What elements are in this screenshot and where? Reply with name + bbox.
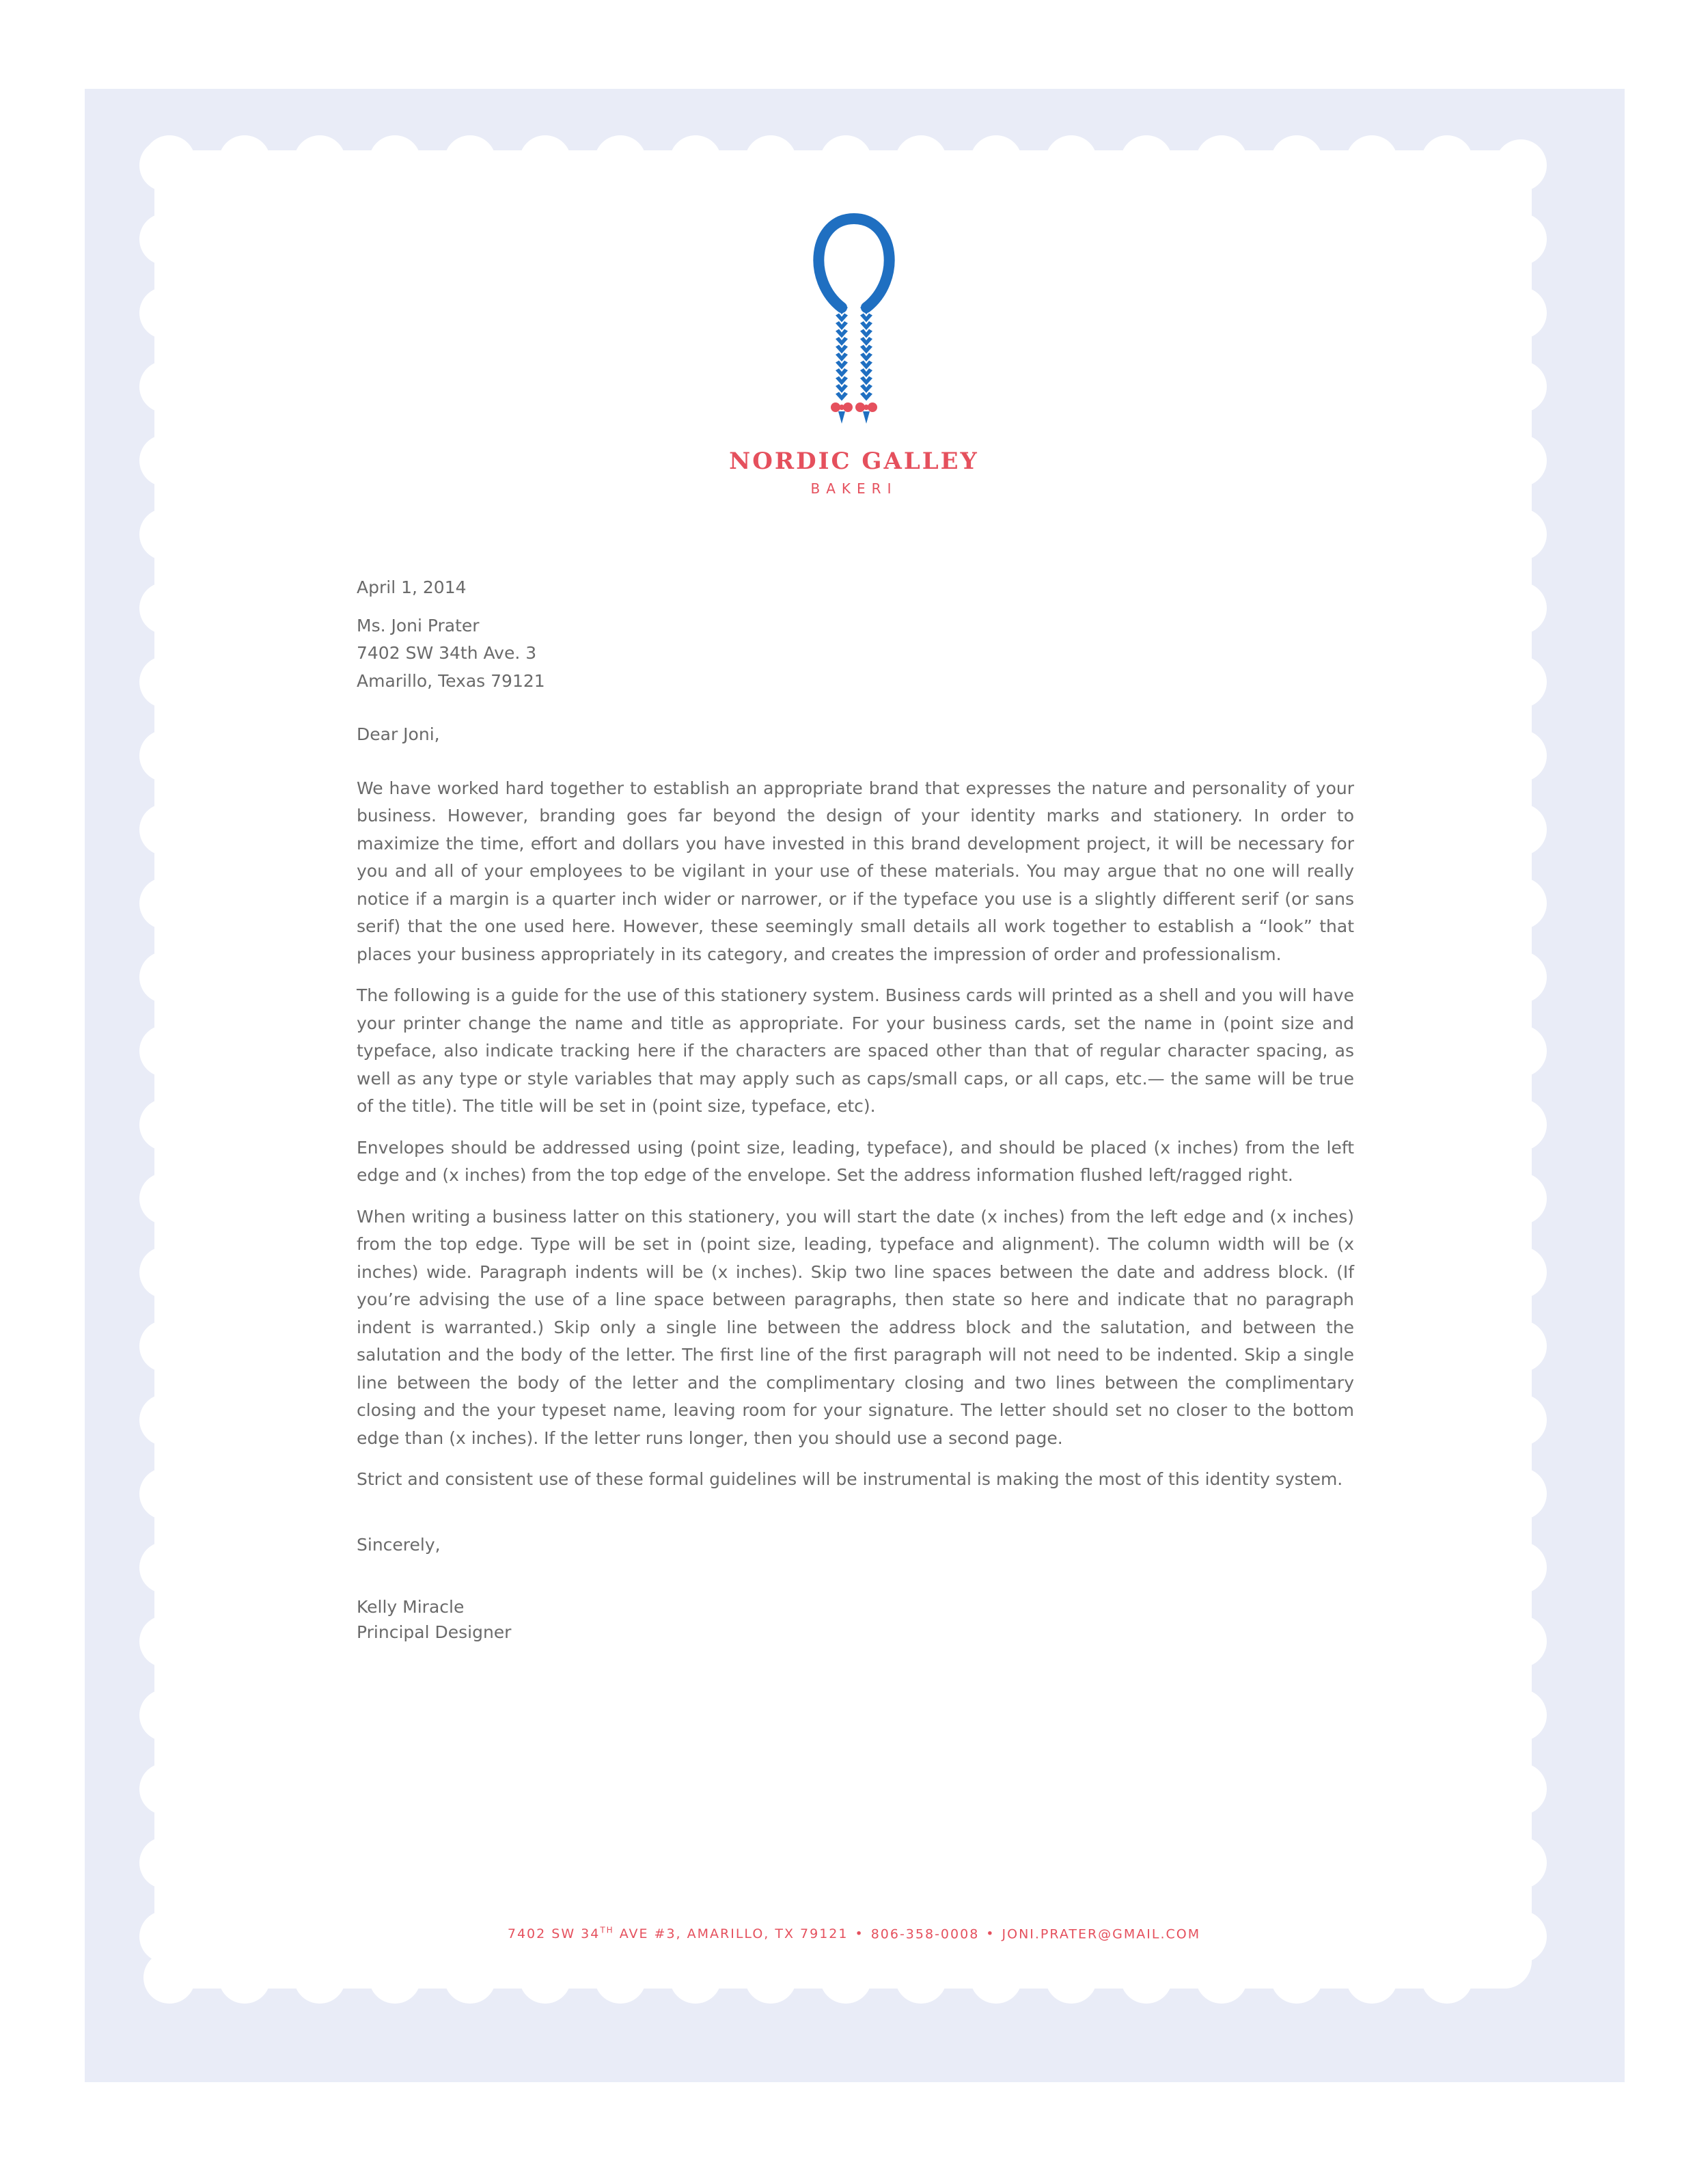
brand-name: NORDIC GALLEY: [729, 448, 979, 475]
footer-phone: 806-358-0008: [870, 1926, 980, 1942]
body-paragraph: When writing a business latter on this stationery, you will start the date (x inches) from the left edge and (x inches) from the top edge. Type will be set in (point size, leading, typeface and alignment). The column width will be (x inches) wide. Paragraph indents will be (x inches). Skip two line spaces between the date and address block. (If you’re advising the use of a line space between paragraphs, then state so here and indicate that no paragraph indent is warranted.) Skip only a single line between the address block and the salutation, and between the salutation and the body of the letter. The first line of the first paragraph will not need to be indented. Skip a single line between the body of the letter and the complimentary closing and two lines between the complimentary closing and the your typeset name, leaving room for your signature. The letter should set no closer to the bottom edge than (x inches). If the letter runs longer, then you should use a second page.: [357, 1206, 1354, 1448]
signer-name: Kelly Miracle: [357, 1597, 465, 1617]
recipient-address-block: [357, 612, 1354, 696]
footer-address: 7402 SW 34TH AVE #3, AMARILLO, TX 79121: [507, 1926, 849, 1942]
recipient-city: Amarillo, Texas 79121: [357, 670, 545, 691]
signer-title: Principal Designer: [357, 1622, 512, 1642]
body-paragraph: Envelopes should be addressed using (point size, leading, typeface), and should be placed (x inches) from the left edge and (x inches) from the top edge of the envelope. Set the address information flushed left/ragged right.: [357, 1137, 1354, 1185]
recipient-street: 7402 SW 34th Ave. 3: [357, 643, 537, 663]
footer-separator: •: [855, 1926, 864, 1942]
recipient-name: Ms. Joni Prater: [357, 615, 480, 636]
brand-subtitle: BAKERI: [810, 480, 898, 497]
body-paragraph: The following is a guide for the use of this stationery system. Business cards will printed as a shell and you will have your printer change the name and title as appropriate. For your business cards, set the name in (point size and typeface, also indicate tracking here if the characters are spaced other than that of regular character spacing, as well as any type or style variables that may apply such as caps/small caps, or all caps, etc.— the same will be true of the title). The title will be set in (point size, typeface, etc).: [357, 985, 1354, 1116]
footer-contact-line: [0, 1926, 1708, 1941]
letter-date: April 1, 2014: [357, 577, 467, 597]
salutation: Dear Joni,: [357, 724, 440, 744]
complimentary-closing: Sincerely,: [357, 1534, 441, 1555]
body-paragraph: We have worked hard together to establish an appropriate brand that expresses the nature and personality of your business. However, branding goes far beyond the design of your identity marks and stationery. In order to maximize the time, effort and dollars you have invested in this brand development project, it will be necessary for you and all of your employees to be vigilant in your use of these materials. You may argue that no one will really notice if a margin is a quarter inch wider or narrower, or if the typeface you use is a slightly different serif (or sans serif) that the one used here. However, these seemingly small details all work together to establish a “look” that places your business appropriately in its category, and creates the impression of order and professionalism.: [357, 778, 1354, 964]
braid-loop-icon: [786, 212, 922, 437]
signature-block: [357, 1594, 1354, 1645]
body-paragraph: Strict and consistent use of these formal guidelines will be instrumental is making the most of this identity system.: [357, 1469, 1343, 1489]
letter-body: [357, 574, 1354, 1645]
footer-separator: •: [986, 1926, 995, 1942]
footer-email: JONI.PRATER@GMAIL.COM: [1002, 1926, 1201, 1942]
